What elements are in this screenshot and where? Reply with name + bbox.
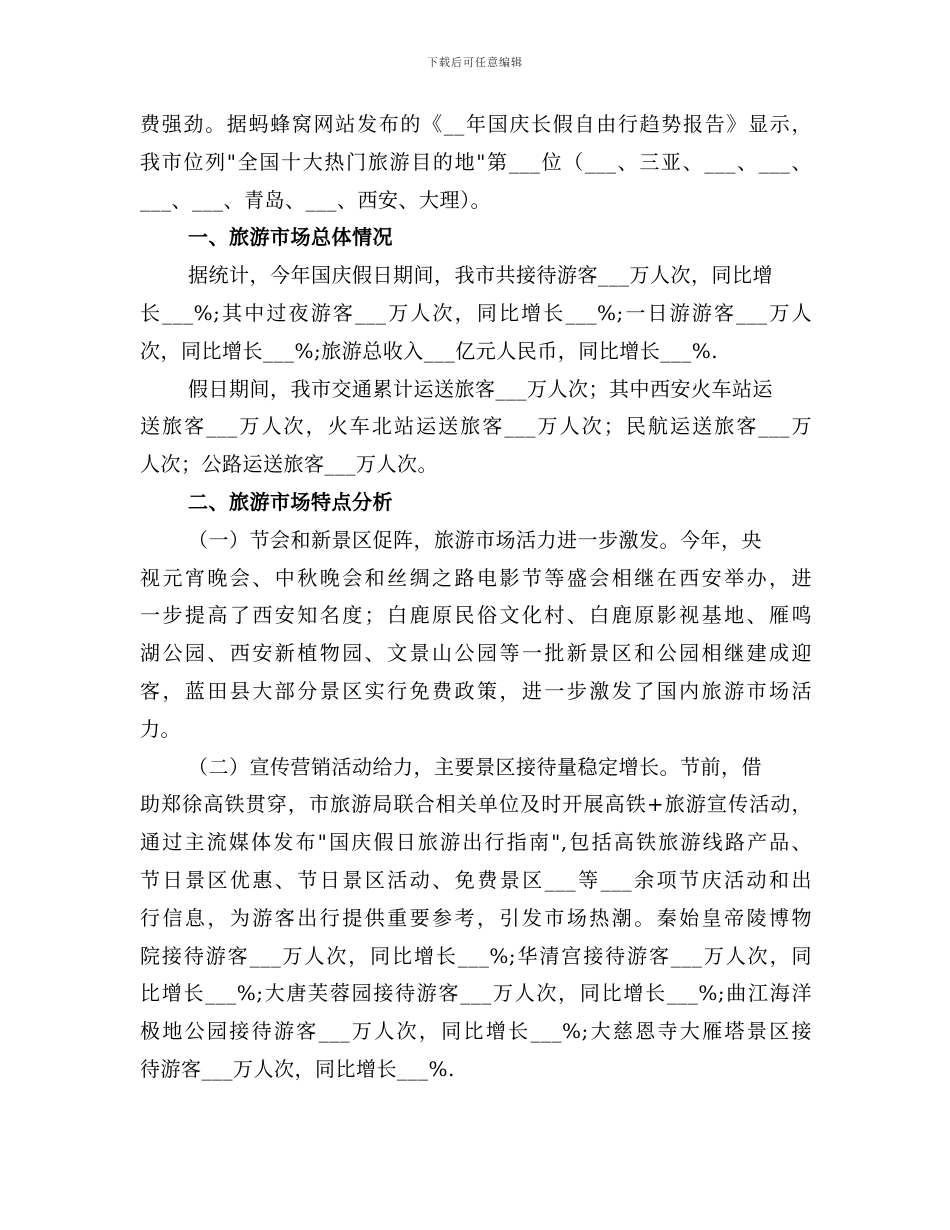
section-heading: 一、旅游市场总体情况 — [188, 225, 393, 250]
text-line: 假日期间，我市交通累计运送旅客___万人次；其中西安火车站运 — [188, 376, 773, 401]
section-heading: 二、旅游市场特点分析 — [188, 489, 393, 514]
text-line: 极地公园接待游客___万人次，同比增长___%;大慈恩寺大雁塔景区接 — [140, 1019, 812, 1044]
text-line: 比增长___%;大唐芙蓉园接待游客___万人次，同比增长___%;曲江海洋 — [140, 981, 812, 1006]
text-line: 通过主流媒体发布"国庆假日旅游出行指南",包括高铁旅游线路产品、 — [140, 830, 812, 855]
text-line: 助郑徐高铁贯穿，市旅游局联合相关单位及时开展高铁+旅游宣传活动， — [140, 792, 812, 817]
text-line: 人次；公路运送旅客___万人次。 — [140, 452, 438, 477]
text-line: 据统计，今年国庆假日期间，我市共接待游客___万人次，同比增 — [188, 263, 773, 288]
text-line: 视元宵晚会、中秋晚会和丝绸之路电影节等盛会相继在西安举办，进 — [140, 565, 812, 590]
text-line: 次，同比增长___%;旅游总收入___亿元人民币，同比增长___%. — [140, 338, 719, 363]
text-line: 力。 — [140, 716, 181, 741]
text-line: 长___%;其中过夜游客___万人次，同比增长___%;一日游游客___万人 — [140, 300, 812, 325]
text-line: ___、___、青岛、___、西安、大理）。 — [140, 187, 491, 212]
page-header: 下载后可任意编辑 — [427, 56, 523, 69]
text-line: 客，蓝田县大部分景区实行免费政策，进一步激发了国内旅游市场活 — [140, 678, 812, 703]
text-line: （二）宣传营销活动给力，主要景区接待量稳定增长。节前，借 — [188, 754, 762, 779]
text-line: 我市位列"全国十大热门旅游目的地"第___位（___、三亚、___、___、 — [140, 149, 812, 174]
document-body — [140, 106, 812, 1089]
text-line: 湖公园、西安新植物园、文景山公园等一批新景区和公园相继建成迎 — [140, 641, 812, 666]
text-line: 一步提高了西安知名度；白鹿原民俗文化村、白鹿原影视基地、雁鸣 — [140, 603, 812, 628]
text-line: 节日景区优惠、节日景区活动、免费景区___等___余项节庆活动和出 — [140, 867, 812, 892]
text-line: 行信息，为游客出行提供重要参考，引发市场热潮。秦始皇帝陵博物 — [140, 905, 812, 930]
text-line: 费强劲。据蚂蜂窝网站发布的《__年国庆长假自由行趋势报告》显示， — [140, 112, 812, 136]
text-line: 送旅客___万人次，火车北站运送旅客___万人次；民航运送旅客___万 — [140, 414, 812, 439]
text-line: 院接待游客___万人次，同比增长___%;华清宫接待游客___万人次，同 — [140, 943, 812, 968]
text-line: （一）节会和新景区促阵，旅游市场活力进一步激发。今年，央 — [188, 527, 762, 552]
text-line: 待游客___万人次，同比增长___%. — [140, 1056, 455, 1081]
